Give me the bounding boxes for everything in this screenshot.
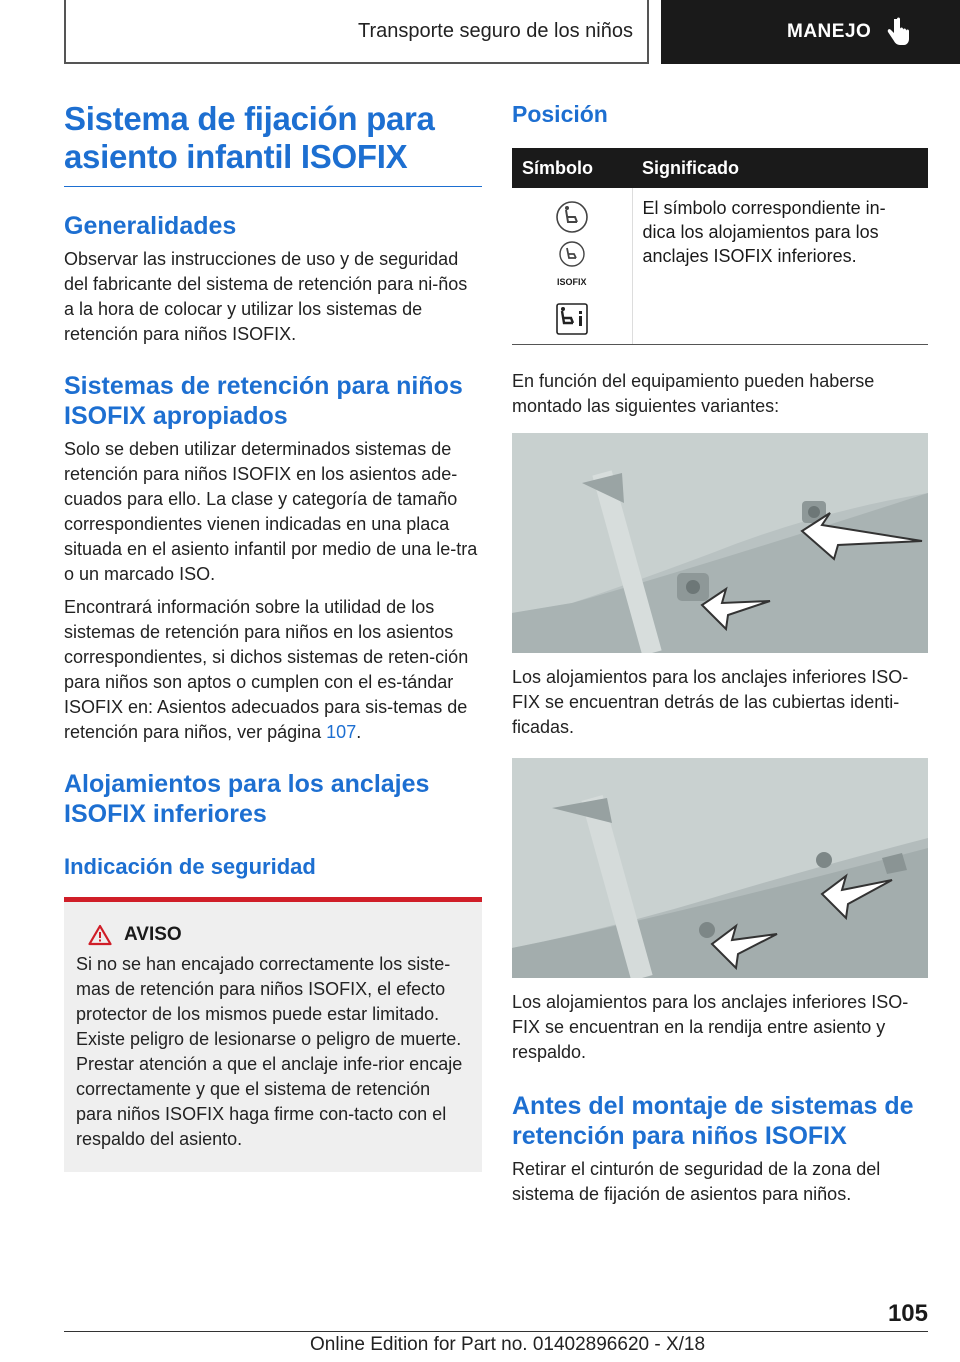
footer-edition: Online Edition for Part no. 01402896620 - X/18 — [310, 1334, 706, 1355]
apropiados-text-2-end: . — [356, 722, 362, 742]
warning-header — [88, 924, 470, 946]
page-number: 105 — [887, 1300, 928, 1327]
generalidades-text: Observar las instrucciones de uso y de seguridad del fabricante del sistema de retención para ni-ños a la hora de colocar y utilizar los sistemas de retención para niños ISOFIX. — [64, 249, 468, 344]
page-link-107[interactable]: 107 — [326, 722, 357, 742]
isofix-info-icon — [555, 302, 589, 336]
left-column — [64, 100, 482, 1172]
warning-label: AVISO — [124, 924, 182, 945]
table-row — [512, 188, 928, 345]
antes-text: Retirar el cinturón de seguridad de la zona del sistema de fijación de asientos para niños. — [512, 1159, 881, 1204]
isofix-label: ISOFIX — [556, 277, 587, 287]
header-section — [64, 0, 649, 64]
seat-photo-covers — [512, 433, 928, 653]
warning-triangle-icon — [88, 924, 112, 946]
table-header-symbol: Símbolo — [512, 148, 632, 188]
section-seguridad-title: Indicación de seguridad — [64, 854, 316, 879]
header-chapter-title: MANEJO — [787, 21, 872, 42]
right-column — [512, 100, 928, 1207]
section-posicion-title: Posición — [512, 101, 608, 127]
section-alojamientos-title: Alojamientos para los anclajes ISOFIX inferiores — [64, 770, 430, 828]
isofix-seat-icon — [555, 200, 589, 234]
apropiados-text-2 — [64, 595, 482, 745]
warning-text: Si no se han encajado correctamente los siste-mas de retención para niños ISOFIX, el efecto protector de los mismos puede estar limitado. Existe peligro de lesionarse o peligro de muerte. Prestar atención a que el anclaje infe-rior encaje correctamente y que el sistema de retención para niños ISOFIX haga firme con-tacto con el respaldo del asiento. — [76, 954, 463, 1149]
caption-covers: Los alojamientos para los anclajes inferiores ISO-FIX se encuentran detrás de las cubiertas identi-ficadas. — [512, 667, 909, 737]
table-header-meaning: Significado — [632, 148, 928, 188]
section-generalidades-title: Generalidades — [64, 212, 237, 240]
warning-box — [64, 897, 482, 1172]
header-section-title: Transporte seguro de los niños — [358, 19, 633, 42]
apropiados-text-2-body: Encontrará información sobre la utilidad de los sistemas de retención para niños en los asientos correspondientes, si dichos sistemas de reten-ción para niños son aptos o cumplen con el es-tándar ISOFIX en: Asientos adecuados para sis-temas de retención para niños, ver página — [64, 597, 469, 742]
hand-pointer-icon — [885, 17, 911, 47]
seat-photo-gap — [512, 758, 928, 978]
symbol-table — [512, 148, 928, 345]
apropiados-text-1: Solo se deben utilizar determinados sistemas de retención para niños ISOFIX en los asientos ade-cuados para ello. La clase y categoría de tamaño correspondientes vienen indicadas en una placa situada en el asiento infantil por medio de una le-tra o un marcado ISO. — [64, 439, 478, 584]
section-apropiados-title: Sistemas de retención para niños ISOFIX apropiados — [64, 372, 463, 430]
footer-divider — [64, 1331, 928, 1332]
meaning-cell: El símbolo correspondiente in-dica los alojamientos para los anclajes ISOFIX inferiores. — [632, 188, 928, 345]
page-title: Sistema de fijación para asiento infantil ISOFIX — [64, 100, 482, 187]
symbol-cell — [512, 188, 632, 345]
section-antes-title: Antes del montaje de sistemas de retención para niños ISOFIX — [512, 1092, 914, 1150]
variants-text: En función del equipamiento pueden haberse montado las siguientes variantes: — [512, 371, 875, 416]
caption-gap: Los alojamientos para los anclajes inferiores ISO-FIX se encuentran en la rendija entre asiento y respaldo. — [512, 992, 909, 1062]
header-chapter — [661, 0, 960, 64]
